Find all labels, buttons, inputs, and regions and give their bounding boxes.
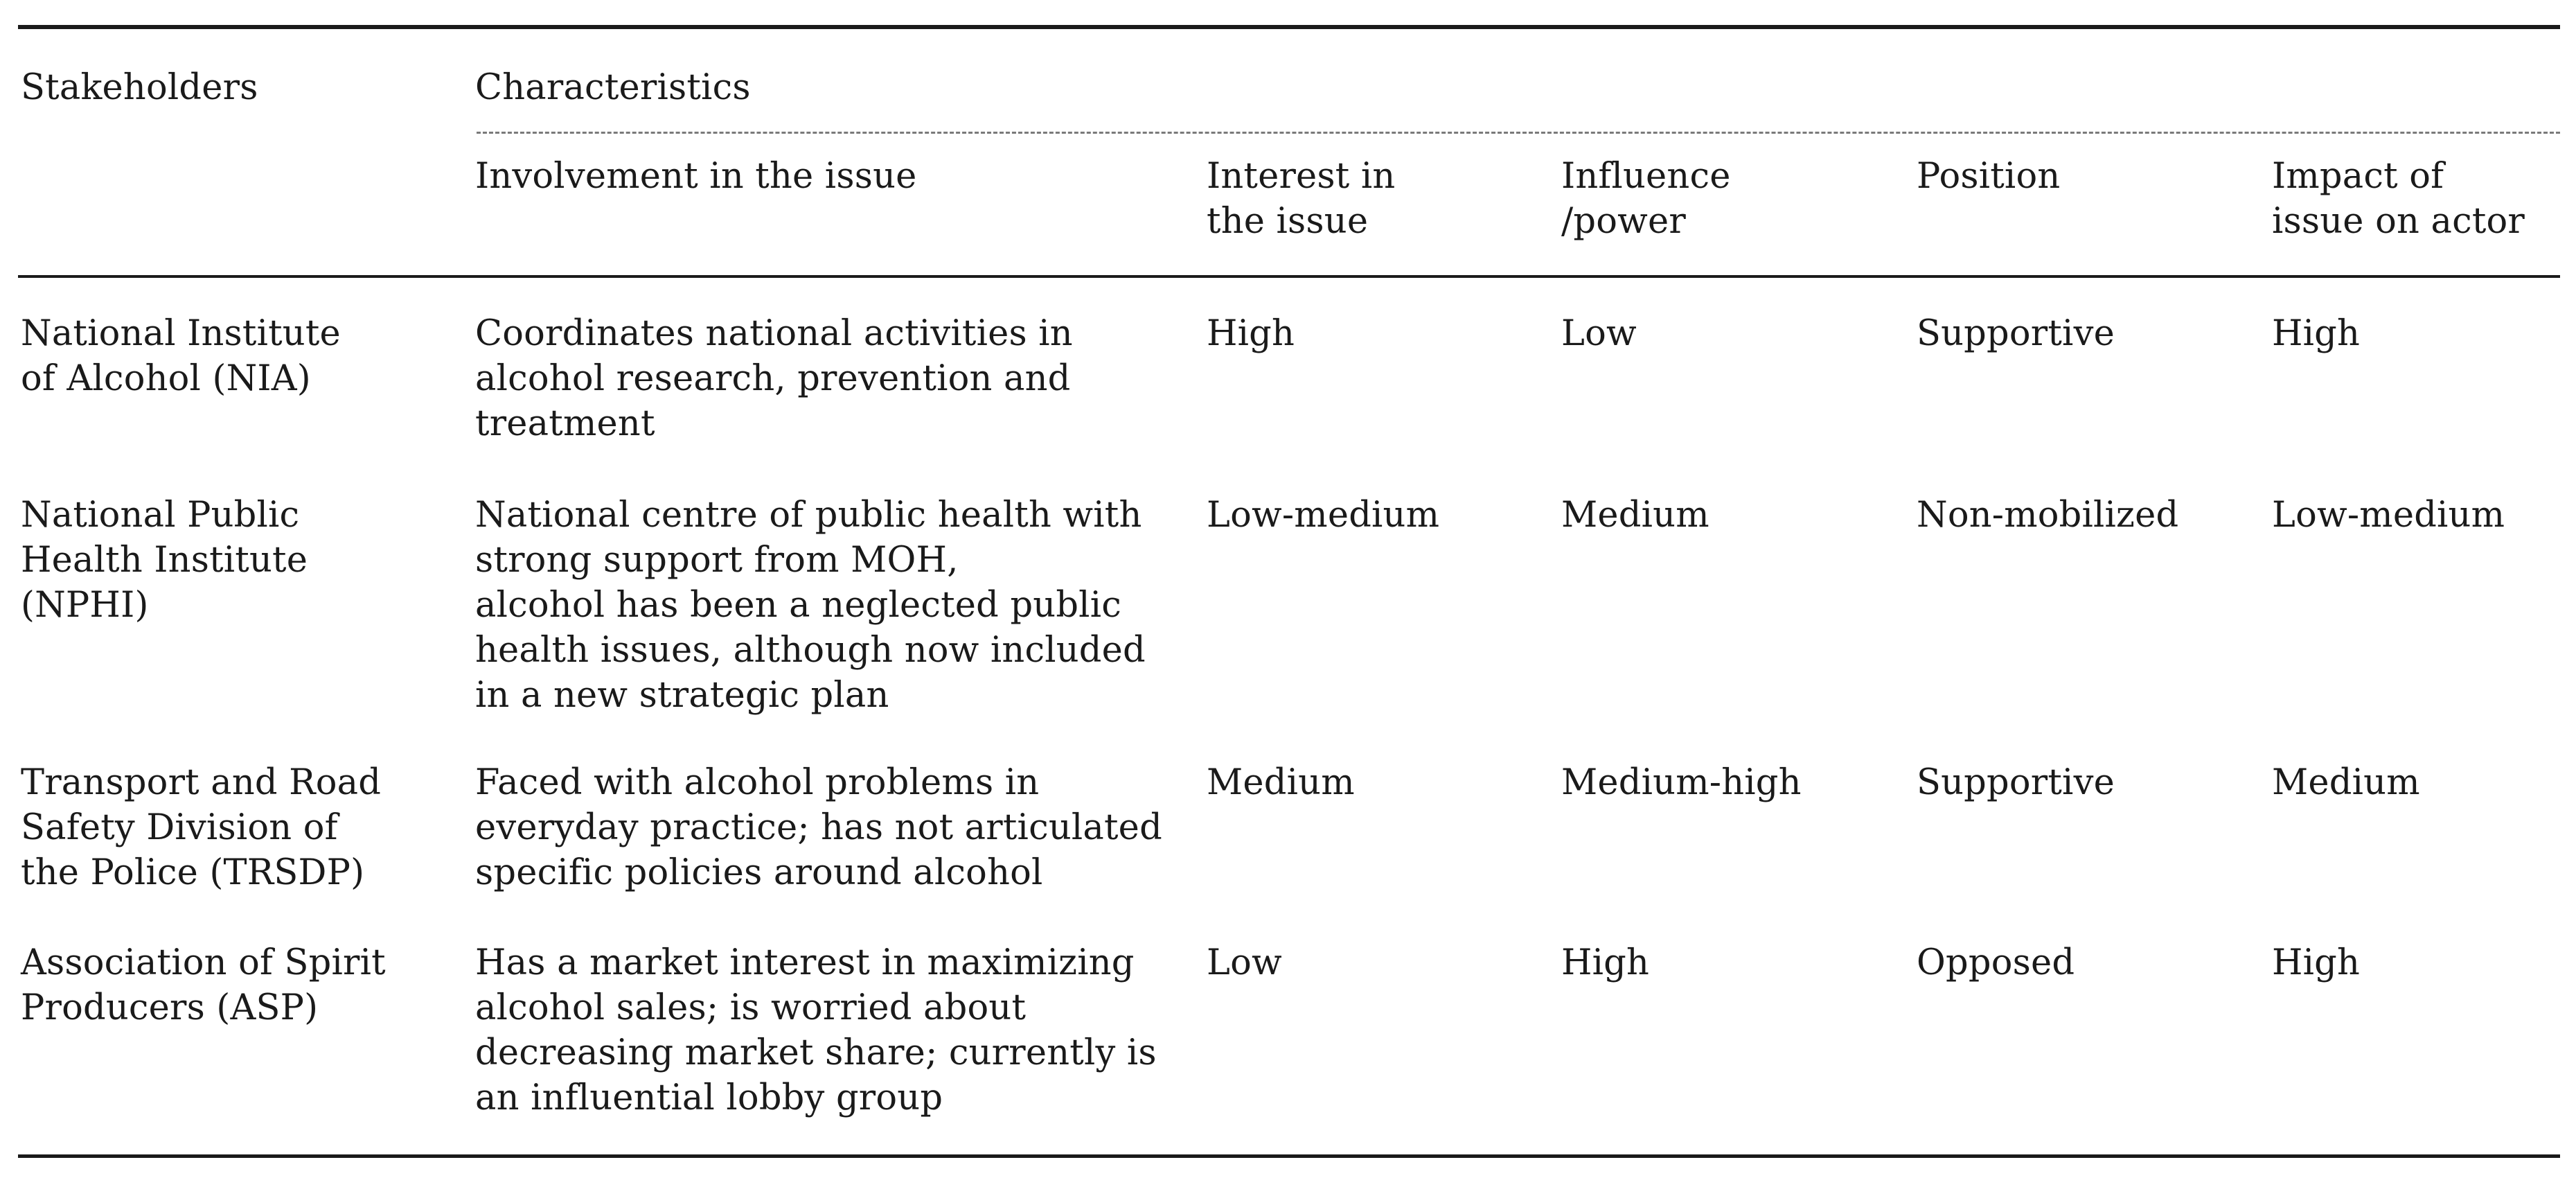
header-involvement-line: Involvement in the issue bbox=[475, 156, 917, 197]
header-impact-line: Impact of bbox=[2272, 156, 2444, 197]
header-interest-line: Interest in bbox=[1207, 156, 1396, 197]
row-nphi-stakeholder bbox=[21, 493, 308, 628]
involvement-line: Has a market interest in maximizing bbox=[475, 942, 1135, 983]
row-nphi-involvement bbox=[475, 493, 1146, 718]
header-characteristics: Characteristics bbox=[475, 67, 751, 108]
header-position-line: Position bbox=[1917, 156, 2061, 197]
row-nia-impact: High bbox=[2272, 313, 2361, 354]
involvement-line: alcohol sales; is worried about bbox=[475, 987, 1027, 1028]
header-impact-line: issue on actor bbox=[2272, 201, 2525, 242]
row-nia-involvement bbox=[475, 311, 1073, 446]
row-asp-interest: Low bbox=[1207, 942, 1282, 983]
row-trsdp-involvement bbox=[475, 760, 1162, 895]
row-trsdp-influence: Medium-high bbox=[1561, 762, 1802, 803]
row-asp-stakeholder bbox=[21, 940, 386, 1030]
row-nphi-influence: Medium bbox=[1561, 495, 1709, 536]
stakeholder-line: (NPHI) bbox=[21, 585, 149, 626]
involvement-line: health issues, although now included bbox=[475, 630, 1146, 671]
row-trsdp-position: Supportive bbox=[1917, 762, 2115, 803]
involvement-line: National centre of public health with bbox=[475, 495, 1142, 536]
header-involvement bbox=[475, 154, 917, 199]
row-trsdp-interest: Medium bbox=[1207, 762, 1355, 803]
header-influence-line: /power bbox=[1561, 201, 1686, 242]
row-nia-position: Supportive bbox=[1917, 313, 2115, 354]
stakeholder-line: of Alcohol (NIA) bbox=[21, 358, 311, 399]
table-bottom-rule bbox=[18, 1154, 2560, 1158]
header-impact bbox=[2272, 154, 2525, 244]
row-trsdp-stakeholder bbox=[21, 760, 381, 895]
involvement-line: an influential lobby group bbox=[475, 1078, 943, 1118]
row-asp-position: Opposed bbox=[1917, 942, 2075, 983]
row-nphi-impact: Low-medium bbox=[2272, 495, 2505, 536]
row-nphi-interest: Low-medium bbox=[1207, 495, 1440, 536]
row-asp-involvement bbox=[475, 940, 1157, 1120]
stakeholder-line: Producers (ASP) bbox=[21, 987, 319, 1028]
row-nia-interest: High bbox=[1207, 313, 1295, 354]
involvement-line: everyday practice; has not articulated bbox=[475, 807, 1162, 848]
header-bottom-rule bbox=[18, 275, 2560, 278]
row-asp-influence: High bbox=[1561, 942, 1650, 983]
header-interest-line: the issue bbox=[1207, 201, 1369, 242]
header-influence bbox=[1561, 154, 1731, 244]
stakeholder-line: National Institute bbox=[21, 313, 341, 354]
stakeholder-line: the Police (TRSDP) bbox=[21, 852, 365, 893]
row-nphi-position: Non-mobilized bbox=[1917, 495, 2179, 536]
header-position bbox=[1917, 154, 2060, 199]
row-nia-influence: Low bbox=[1561, 313, 1637, 354]
involvement-line: alcohol research, prevention and bbox=[475, 358, 1071, 399]
involvement-line: specific policies around alcohol bbox=[475, 852, 1043, 893]
characteristics-dashed-rule bbox=[477, 132, 2560, 134]
header-stakeholders: Stakeholders bbox=[21, 67, 258, 108]
stakeholder-line: Transport and Road bbox=[21, 762, 382, 803]
header-influence-line: Influence bbox=[1561, 156, 1731, 197]
involvement-line: decreasing market share; currently is bbox=[475, 1032, 1157, 1073]
involvement-line: strong support from MOH, bbox=[475, 540, 959, 581]
stakeholder-line: Safety Division of bbox=[21, 807, 338, 848]
stakeholder-line: Association of Spirit bbox=[21, 942, 386, 983]
involvement-line: Faced with alcohol problems in bbox=[475, 762, 1040, 803]
stakeholder-line: Health Institute bbox=[21, 540, 308, 581]
row-asp-impact: High bbox=[2272, 942, 2361, 983]
involvement-line: in a new strategic plan bbox=[475, 675, 889, 716]
row-trsdp-impact: Medium bbox=[2272, 762, 2420, 803]
table-top-rule bbox=[18, 25, 2560, 29]
row-nia-stakeholder bbox=[21, 311, 341, 401]
involvement-line: treatment bbox=[475, 403, 655, 444]
involvement-line: alcohol has been a neglected public bbox=[475, 585, 1121, 626]
involvement-line: Coordinates national activities in bbox=[475, 313, 1073, 354]
stakeholder-line: National Public bbox=[21, 495, 300, 536]
header-interest bbox=[1207, 154, 1395, 244]
